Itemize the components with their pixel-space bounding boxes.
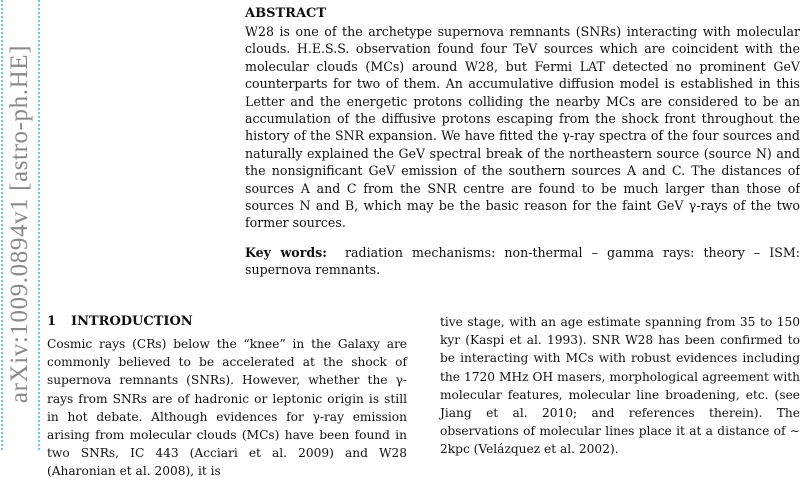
arxiv-identifier[interactable]: arXiv:1009.0894v1 [astro-ph.HE]: [6, 44, 33, 404]
sidebar-guide-right: [38, 0, 40, 450]
abstract-text: W28 is one of the archetype supernova remnants (SNRs) interacting with molecular clouds. H.E.S.S. observation found four TeV sources which are coincident with the molecular clouds (MCs) around W28, but Fermi LAT detected no prominent GeV counterparts for two of them. An accumulative diffusion model is established in this Letter and the energetic protons colliding the nearby MCs are considered to be an accumulation of the diffusive protons escaping from the shock front throughout the history of the SNR expansion. We have fitted the γ-ray spectra of the four sources and naturally explained the GeV spectral break of the northeastern source (source N) and the nonsignificant GeV emission of the southern sources A and C. The distances of sources A and C from the SNR centre are found to be much larger than those of sources N and B, which may be the basic reason for the faint GeV γ-rays of the two former sources.: [245, 24, 800, 231]
intro-paragraph-right: tive stage, with an age estimate spanning from 35 to 150 kyr (Kaspi et al. 1993). SNR W28 has been confirmed to be interacting with MCs with robust evidences including the 1720 MHz OH masers, morphological agreement with molecular features, molecular line broadening, etc. (see Jiang et al. 2010; and references therein). The observations of molecular lines place it at a distance of ∼ 2kpc (Velázquez et al. 2002).: [440, 315, 800, 457]
body-column-left: [47, 313, 407, 481]
abstract-heading: ABSTRACT: [245, 6, 327, 21]
section-heading: [47, 313, 407, 331]
section-title: INTRODUCTION: [71, 314, 193, 329]
keywords-text: radiation mechanisms: non-thermal – gamma rays: theory – ISM: supernova remnants.: [245, 244, 800, 278]
sidebar-guide-left: [1, 0, 3, 450]
abstract-block: [245, 5, 800, 279]
keywords-label: Key words:: [245, 244, 327, 260]
keywords: [245, 244, 800, 279]
arxiv-sidebar: [0, 0, 40, 450]
intro-paragraph-left: Cosmic rays (CRs) below the “knee” in the Galaxy are commonly believed to be accelerated at the shock of supernova remnants (SNRs). However, whether the γ-rays from SNRs are of hadronic or leptonic origin is still in hot debate. Although evidences for γ-ray emission arising from molecular clouds (MCs) have been found in two SNRs, IC 443 (Acciari et al. 2009) and W28 (Aharonian et al. 2008), it is: [47, 337, 407, 479]
body-column-right: [440, 313, 800, 459]
section-number: 1: [47, 314, 57, 329]
